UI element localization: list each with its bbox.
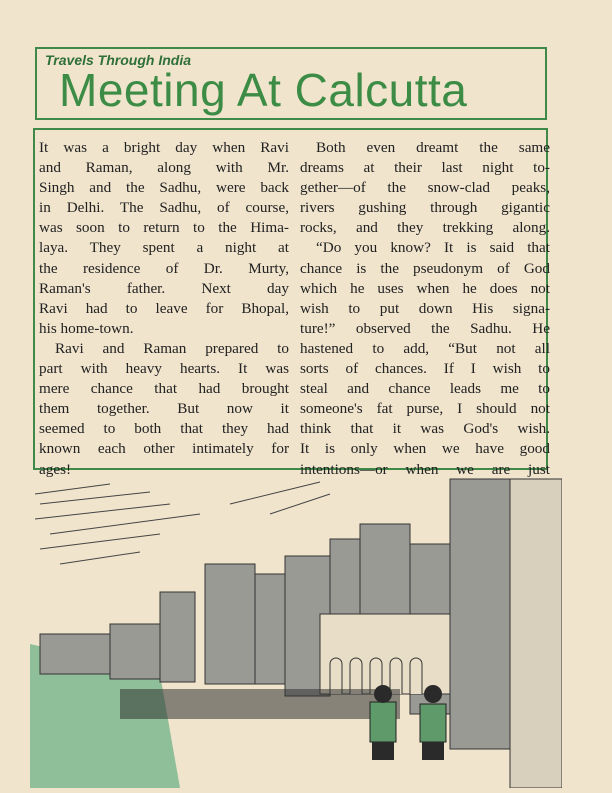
text-line: the residence of Dr. Murty, [39,259,289,277]
text-line: ture!” observed the Sadhu. He [300,319,550,337]
text-line: Ravi had to leave for Bhopal, [39,299,289,317]
text-line: sorts of chances. If I wish to [300,360,550,378]
text-line: them together. But now it [39,400,289,418]
text-line: known each other intimately for [39,440,289,458]
crowd [120,689,400,719]
text-line: his home-town. [39,319,134,337]
text-line: It is only when we have good [300,440,550,458]
series-label: Travels Through India [45,52,191,68]
article-box [33,128,550,478]
text-line: and Raman, along with Mr. [39,159,289,177]
article-column-right [300,138,550,480]
text-line: Raman's father. Next day [39,279,289,297]
text-line: chance is the pseudonym of God [300,259,550,277]
text-line: “Do you know? It is said that [316,239,550,257]
text-line: Ravi and Raman prepared to [55,339,289,357]
text-line: hastened to add, “But not all [300,339,550,357]
text-line: Singh and the Sadhu, were back [39,179,289,197]
text-line: gether—of the snow-clad peaks, [300,179,550,197]
article-column-left [39,138,289,480]
text-line: seemed to both that they had [39,420,289,438]
two-boys [370,685,446,760]
page-title: Meeting At Calcutta [59,64,468,116]
text-line: rivers gushing through gigantic [300,199,550,217]
text-line: which he uses when he does not [300,279,550,297]
text-line: in Delhi. The Sadhu, of course, [39,199,289,217]
sky-hatching [35,482,330,564]
text-line: It was a bright day when Ravi [39,139,289,156]
text-line: someone's fat purse, I should not [300,400,550,418]
text-line: intentions—or when we are just [300,460,550,478]
text-line: ages! [39,460,72,478]
arcade [320,614,450,694]
text-line: rocks, and they trekking along. [300,219,550,237]
text-line: Both even dreamt the same [316,139,550,156]
text-line: mere chance that had brought [39,380,289,398]
text-line: think that it was God's wish. [300,420,550,438]
text-line: laya. They spent a night at [39,239,289,257]
city-street-illustration [30,474,562,788]
text-line: was soon to return to the Hima- [39,219,289,237]
text-line: wish to put down His signa- [300,299,550,317]
text-line: part with heavy hearts. It was [39,360,289,378]
title-box [35,47,547,120]
text-line: steal and chance leads me to [300,380,550,398]
text-line: dreams at their last night to- [300,159,550,177]
